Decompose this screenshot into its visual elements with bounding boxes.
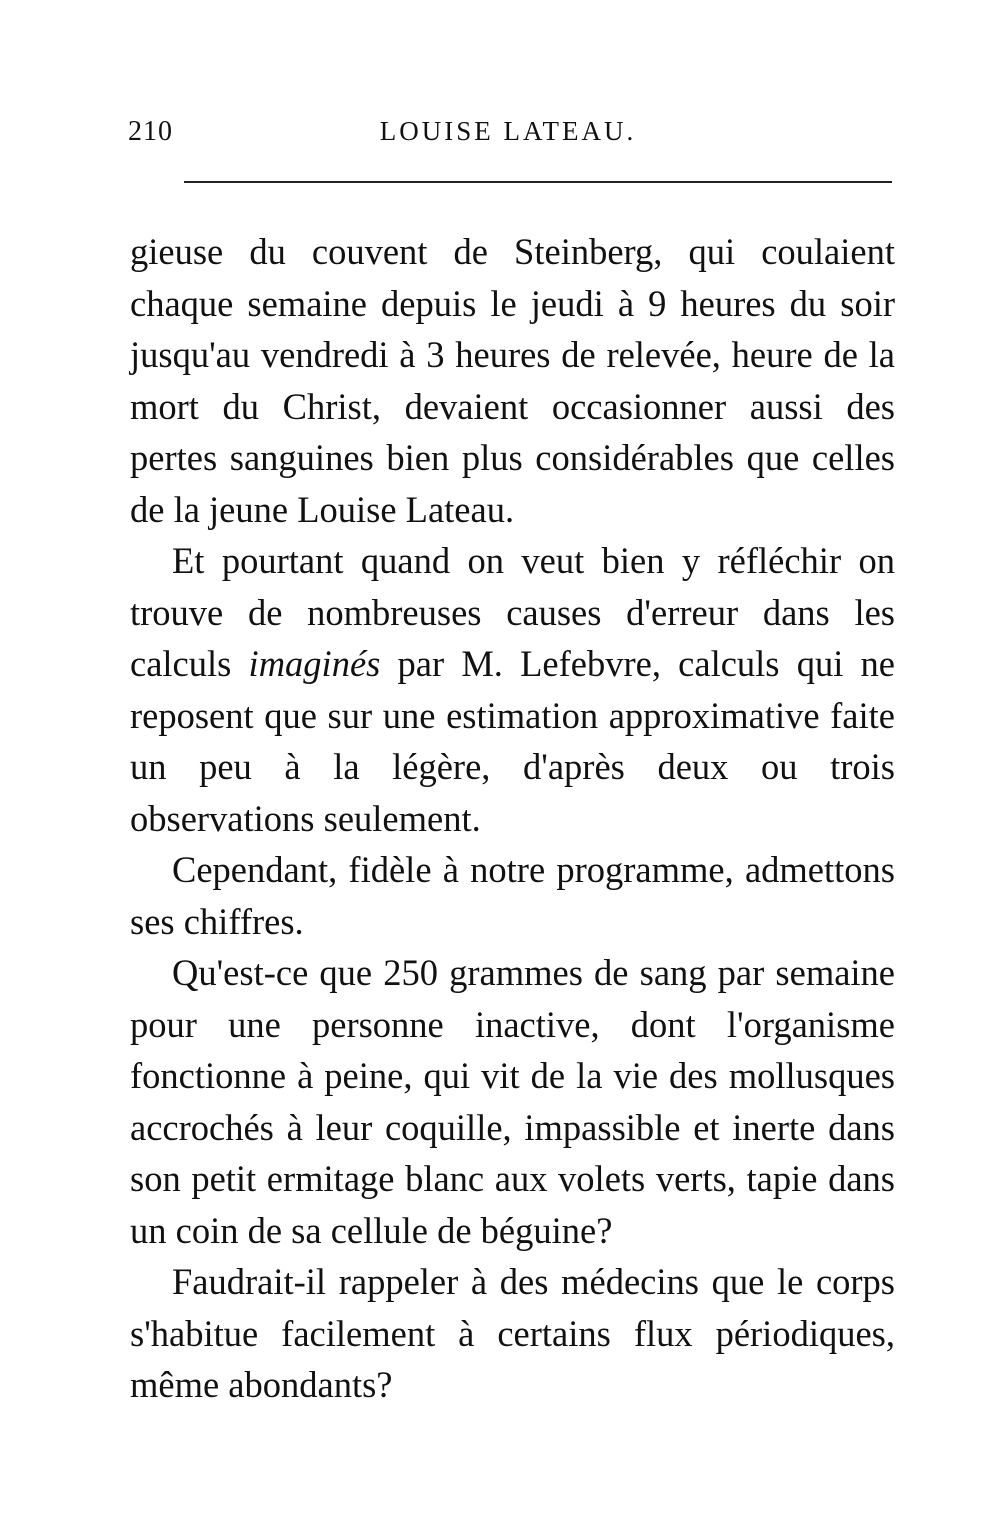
paragraph: Cependant, fidèle à notre programme, admettons ses chiffres. xyxy=(130,849,895,942)
page-number: 210 xyxy=(128,116,173,147)
paragraph xyxy=(130,535,895,844)
paragraph-continuation: gieuse du couvent de Steinberg, qui coulaient chaque semaine depuis le jeudi à 9 heures du soir jusqu'au vendredi à 3 heures de relevée, heure de la mort du Christ, devaient occasionner aussi des pertes sanguines bien plus considérables que celles de la jeune Louise Lateau. xyxy=(130,231,895,530)
running-title: LOUISE LATEAU. xyxy=(379,116,637,146)
italic-word: imaginés xyxy=(248,643,381,684)
running-head xyxy=(128,116,888,156)
body-text xyxy=(130,226,895,1411)
paragraph: Qu'est-ce que 250 grammes de sang par semaine pour une personne inactive, dont l'organisme fonctionne à peine, qui vit de la vie des mollusques accrochés à leur coquille, impassible et inerte dans son petit ermitage blanc aux volets verts, tapie dans un coin de sa cellule de béguine? xyxy=(130,952,895,1251)
paragraph-text: Et pourtant quand on veut bien y réfléchir on trouve de nombreuses causes d'erreur dans les calculs xyxy=(130,540,895,684)
paragraph: Faudrait-il rappeler à des médecins que le corps s'habitue facilement à certains flux périodiques, même abondants? xyxy=(130,1261,895,1405)
header-rule xyxy=(184,181,892,183)
paragraph-text: par M. Lefebvre, calculs qui ne reposent que sur une estimation approximative faite un peu à la légère, d'après deux ou trois observations seulement. xyxy=(130,643,895,839)
